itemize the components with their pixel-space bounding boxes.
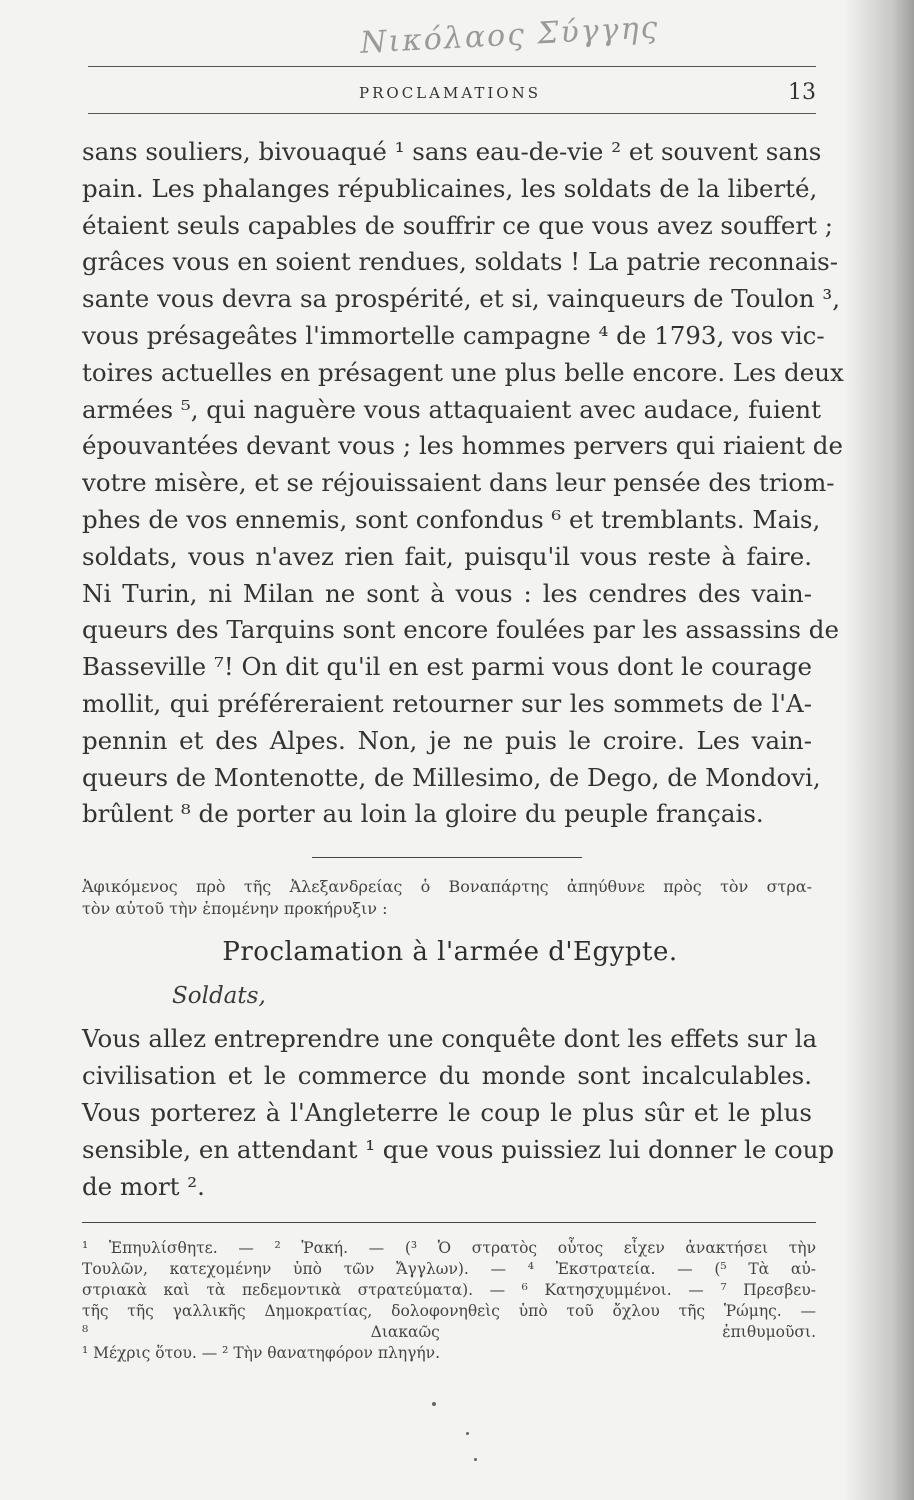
text-line: Ni Turin, ni Milan ne sont à vous : les cendres des vain- [82, 578, 812, 608]
proclamation-line: civilisation et le commerce du monde sont incalculables. [82, 1061, 812, 1090]
text-line: pennin et des Alpes. Non, je ne puis le croire. Les vain- [82, 725, 812, 755]
text-line: vous présageâtes l'immortelle campagne ⁴ de 1793, vos vic- [82, 320, 825, 350]
greek-intro-line: Ἀφικόμενος πρὸ τῆς Ἀλεξανδρείας ὁ Βοναπάρτης ἀπηύθυνε πρὸς τὸν στρα- [82, 877, 812, 896]
ink-speck [432, 1402, 436, 1406]
text-line: queurs de Montenotte, de Millesimo, de Dego, de Mondovi, [82, 762, 821, 792]
footnote-rule [82, 1222, 816, 1223]
text-line: grâces vous en soient rendues, soldats ! La patrie reconnais- [82, 247, 839, 277]
text-line: armées ⁵, qui naguère vous attaquaient avec audace, fuient [82, 394, 821, 424]
greek-introduction [82, 876, 812, 920]
text-line: soldats, vous n'avez rien fait, puisqu'il vous reste à faire. [82, 541, 812, 571]
salutation: Soldats, [172, 983, 266, 1009]
greek-intro-line: τὸν αὐτοῦ τὴν ἑπομένην προκήρυξιν : [82, 899, 388, 918]
text-line: étaient seuls capables de souffrir ce que vous avez souffert ; [82, 210, 834, 240]
text-line: phes de vos ennemis, sont confondus ⁶ et tremblants. Mais, [82, 504, 821, 534]
header-top-rule [88, 66, 816, 67]
text-line: queurs des Tarquins sont encore foulées par les assassins de [82, 615, 839, 645]
running-title: PROCLAMATIONS [359, 84, 541, 102]
text-line: pain. Les phalanges républicaines, les soldats de la liberté, [82, 173, 818, 203]
section-divider [312, 857, 582, 858]
text-line: épouvantées devant vous ; les hommes pervers qui riaient de [82, 431, 843, 461]
footnote-line: στριακὰ καὶ τὰ πεδεμοντικὰ στρατεύματα). — ⁶ Κατησχυμμένοι. — ⁷ Πρεσβευ- [82, 1281, 816, 1299]
section-heading: Proclamation à l'armée d'Egypte. [222, 937, 678, 967]
text-line: Basseville ⁷! On dit qu'il en est parmi vous dont le courage [82, 652, 812, 682]
page-number: 13 [788, 80, 816, 105]
text-line: sans souliers, bivouaqué ¹ sans eau-de-vie ² et souvent sans [82, 137, 822, 166]
footnote-line: ¹ Μέχρις ὅτου. — ² Τὴν θανατηφόρον πληγήν. [82, 1344, 441, 1362]
footnote-line: Τουλῶν, κατεχομένην ὑπὸ τῶν Ἄγγλων). — ⁴ Ἐκστρατεία. — (⁵ Τὰ αὐ- [82, 1260, 816, 1278]
text-line: toires actuelles en présagent une plus belle encore. Les deux [82, 357, 844, 387]
proclamation-line: Vous allez entreprendre une conquête dont les effets sur la [82, 1024, 818, 1053]
text-line: mollit, qui préféreraient retourner sur les sommets de l'A- [82, 688, 812, 718]
proclamation-line: Vous porterez à l'Angleterre le coup le plus sûr et le plus [82, 1098, 812, 1127]
header-bottom-rule [88, 113, 816, 114]
proclamation-text [82, 1020, 835, 1205]
text-line: votre misère, et se réjouissaient dans leur pensée des triom- [82, 468, 835, 498]
handwritten-note: Νικόλαος Σύγγης [359, 10, 661, 61]
footnote-line: ¹ Ἐπηυλίσθητε. — ² Ῥακή. — (³ Ὁ στρατὸς οὗτος εἶχεν ἀνακτήσει τὴν [82, 1239, 816, 1257]
proclamation-line: sensible, en attendant ¹ que vous puissiez lui donner le coup [82, 1135, 835, 1164]
text-line: sante vous devra sa prospérité, et si, vainqueurs de Toulon ³, [82, 284, 840, 314]
ink-speck [466, 1432, 469, 1435]
footnote-line: τῆς τῆς γαλλικῆς Δημοκρατίας, δολοφονηθεὶς ὑπὸ τοῦ ὄχλου τῆς Ῥώμης. — [82, 1302, 816, 1320]
page-edge-shadow [844, 0, 914, 1500]
footnotes [82, 1238, 816, 1364]
proclamation-line: de mort ². [82, 1172, 205, 1201]
footnote-line: ⁸ Διακαῶς ἐπιθυμοῦσι. [82, 1323, 816, 1341]
main-text [82, 134, 844, 833]
ink-speck [474, 1458, 477, 1461]
text-line: brûlent ⁸ de porter au loin la gloire du peuple français. [82, 799, 764, 829]
